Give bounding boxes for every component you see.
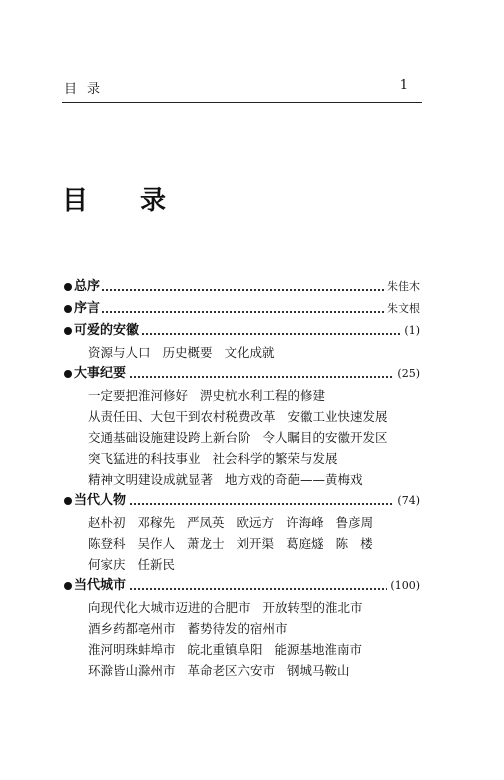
subtopic-item: 历史概要 xyxy=(162,345,213,360)
subtopic-item: 酒乡药都亳州市 xyxy=(88,621,176,636)
subtopic-item: 鲁彦周 xyxy=(335,515,374,530)
subtopic-line xyxy=(62,618,412,639)
bullet-icon xyxy=(64,305,72,313)
subtopic-item: 陈登科 xyxy=(88,536,126,551)
section-title: 当代人物 xyxy=(74,490,128,512)
section-title: 序言 xyxy=(74,298,102,320)
section-page-or-author: (100) xyxy=(387,575,420,597)
subtopic-item: 吴作人 xyxy=(137,536,176,551)
subtopic-item: 淮河明珠蚌埠市 xyxy=(88,642,176,657)
subtopic-line xyxy=(62,533,412,554)
subtopic-item: 安徽工业快速发展 xyxy=(287,409,388,424)
section-title: 大事纪要 xyxy=(74,363,128,385)
section-page-or-author: 朱佳木 xyxy=(384,276,420,298)
section-title: 当代城市 xyxy=(74,575,128,597)
bullet-icon xyxy=(64,582,72,590)
subtopic-line xyxy=(62,427,412,448)
toc-section xyxy=(62,363,420,385)
subtopic-item: 一定要把淮河修好 xyxy=(88,388,189,403)
toc-section xyxy=(62,276,420,298)
subtopic-item: 革命老区六安市 xyxy=(187,663,276,678)
subtopic-line xyxy=(62,512,412,533)
subtopic-item: 皖北重镇阜阳 xyxy=(187,642,263,657)
subtopic-item: 能源基地淮南市 xyxy=(274,642,363,657)
subtopic-item: 欧远方 xyxy=(236,515,275,530)
dot-leader xyxy=(74,311,412,313)
subtopic-item: 萧龙士 xyxy=(187,536,225,551)
subtopic-line xyxy=(62,385,412,406)
subtopic-item: 严凤英 xyxy=(187,515,225,530)
section-page-or-author: (25) xyxy=(394,363,420,385)
section-page-or-author: (74) xyxy=(394,490,420,512)
section-title: 可爱的安徽 xyxy=(74,320,141,342)
bullet-icon xyxy=(64,327,72,335)
bullet-icon xyxy=(64,370,72,378)
bullet-icon xyxy=(64,497,72,505)
subtopic-item: 邓稼先 xyxy=(137,515,176,530)
subtopic-line xyxy=(62,639,412,660)
subtopic-item: 开放转型的淮北市 xyxy=(262,600,363,615)
toc-section xyxy=(62,490,420,512)
subtopic-item: 文化成就 xyxy=(224,345,275,360)
subtopic-line xyxy=(62,554,412,575)
subtopic-item: 钢城马鞍山 xyxy=(287,663,350,678)
subtopic-item: 葛庭燧 xyxy=(286,536,324,551)
subtopic-item: 资源与人口 xyxy=(88,345,151,360)
subtopic-item: 交通基础设施建设跨上新台阶 xyxy=(88,430,251,445)
subtopic-item: 精神文明建设成就显著 xyxy=(88,472,214,487)
page-title: 目录 xyxy=(62,186,219,216)
subtopic-item: 赵朴初 xyxy=(88,515,126,530)
subtopic-line xyxy=(62,448,412,469)
subtopic-line xyxy=(62,469,412,490)
table-of-contents xyxy=(62,276,420,681)
subtopic-item: 何家庆 xyxy=(88,557,126,572)
subtopic-line xyxy=(62,597,412,618)
subtopic-item: 社会科学的繁荣与发展 xyxy=(212,451,338,466)
subtopic-line xyxy=(62,660,412,681)
toc-section xyxy=(62,298,420,320)
running-header-title: 目录 xyxy=(64,82,111,97)
subtopic-line xyxy=(62,342,412,363)
subtopic-item: 从责任田、大包干到农村税费改革 xyxy=(88,409,276,424)
subtopic-item: 刘开渠 xyxy=(236,536,275,551)
subtopic-item: 淠史杭水利工程的修建 xyxy=(200,388,326,403)
section-title: 总序 xyxy=(74,276,102,298)
subtopic-item: 环滁皆山滁州市 xyxy=(88,663,176,678)
toc-section xyxy=(62,575,420,597)
subtopic-line xyxy=(62,406,412,427)
section-page-or-author: (1) xyxy=(401,320,420,342)
subtopic-item: 任新民 xyxy=(137,557,176,572)
subtopic-item: 向现代化大城市迈进的合肥市 xyxy=(88,600,251,615)
bullet-icon xyxy=(64,283,72,291)
subtopic-item: 地方戏的奇葩——黄梅戏 xyxy=(225,472,363,487)
subtopic-item: 突飞猛进的科技事业 xyxy=(88,451,201,466)
section-page-or-author: 朱文根 xyxy=(384,298,420,320)
dot-leader xyxy=(74,289,412,291)
header-rule xyxy=(62,102,422,103)
subtopic-item: 陈 xyxy=(335,536,349,551)
toc-section xyxy=(62,320,420,342)
subtopic-item: 许海峰 xyxy=(286,515,324,530)
running-header xyxy=(62,78,422,104)
subtopic-item: 楼 xyxy=(360,536,373,551)
subtopic-item: 令人瞩目的安徽开发区 xyxy=(262,430,388,445)
page-number: 1 xyxy=(399,78,408,93)
subtopic-item: 蓄势待发的宿州市 xyxy=(187,621,288,636)
